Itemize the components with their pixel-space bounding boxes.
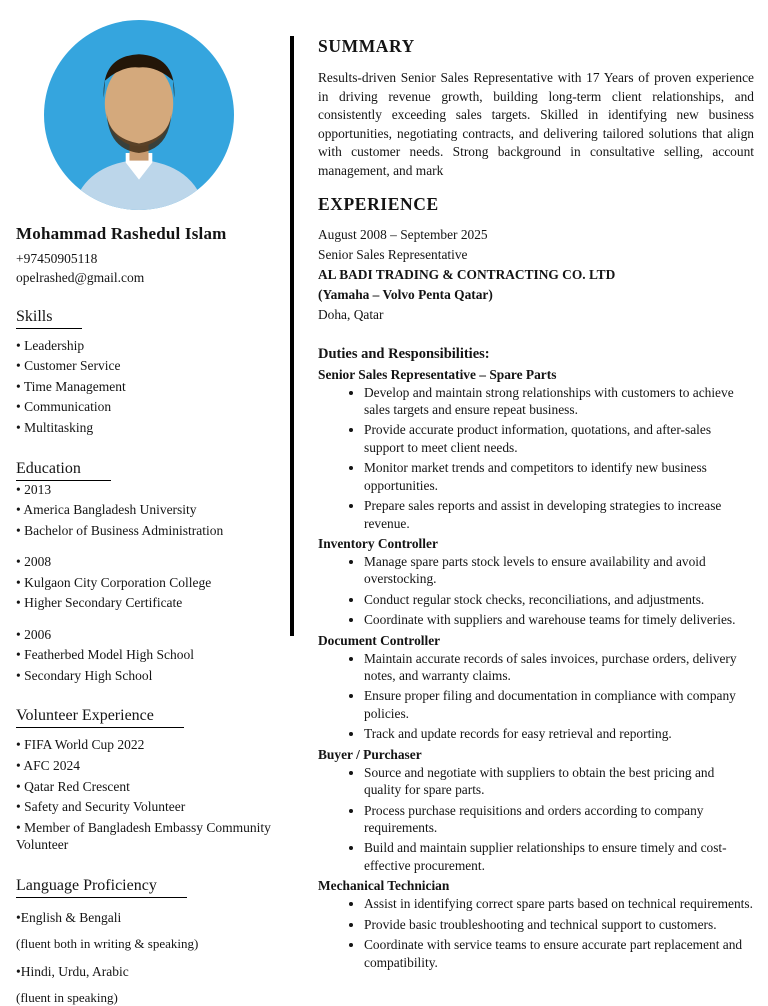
education-group-2008 bbox=[16, 553, 280, 612]
education-item: • Secondary High School bbox=[16, 667, 280, 685]
duty-section-title: Inventory Controller bbox=[318, 535, 438, 551]
experience-meta bbox=[318, 225, 754, 326]
duty-bullet: • Conduct regular stock checks, reconciliations, and adjustments. bbox=[364, 591, 754, 608]
education-item: • Kulgaon City Corporation College bbox=[16, 574, 280, 592]
education-item: • Higher Secondary Certificate bbox=[16, 594, 280, 612]
duty-bullet-list bbox=[318, 553, 754, 629]
education-item: • America Bangladesh University bbox=[16, 501, 280, 519]
education-item: • Featherbed Model High School bbox=[16, 646, 280, 664]
duty-section-mechanical bbox=[318, 878, 754, 971]
email-address: opelrashed@gmail.com bbox=[16, 269, 145, 285]
language-block bbox=[16, 910, 280, 1006]
summary-text: Results-driven Senior Sales Representative with 17 Years of proven experience in driving revenue growth, building long-term client relationships, and consistently exceeding sales targets. Skilled in identifying new business opportunities, negotiating contracts, and delivering tailored solutions that align with customer needs. Strong background in consultative selling, account management, and mark bbox=[318, 70, 754, 178]
volunteer-item: • Safety and Security Volunteer bbox=[16, 798, 280, 816]
duty-section-title: Mechanical Technician bbox=[318, 878, 450, 894]
duty-section-title: Buyer / Purchaser bbox=[318, 746, 422, 762]
duty-bullet: • Assist in identifying correct spare parts based on technical requirements. bbox=[364, 895, 754, 912]
duty-bullet: • Develop and maintain strong relationships with customers to achieve sales targets and ensure repeat business. bbox=[364, 384, 754, 419]
duty-bullet-list bbox=[318, 384, 754, 532]
experience-dates: August 2008 – September 2025 bbox=[318, 227, 488, 242]
volunteer-item: • Qatar Red Crescent bbox=[16, 778, 280, 796]
main-content bbox=[294, 0, 768, 994]
duty-bullet: • Provide basic troubleshooting and technical support to customers. bbox=[364, 916, 754, 933]
experience-company-sub: (Yamaha – Volvo Penta Qatar) bbox=[318, 287, 493, 303]
volunteer-item: • AFC 2024 bbox=[16, 757, 280, 775]
duty-bullet-list bbox=[318, 650, 754, 743]
education-block bbox=[16, 481, 280, 685]
summary-heading: SUMMARY bbox=[318, 36, 415, 56]
language-note: (fluent in speaking) bbox=[16, 989, 118, 1005]
education-group-2013 bbox=[16, 481, 280, 540]
skill-item: • Multitasking bbox=[16, 419, 280, 437]
duty-section-document bbox=[318, 633, 754, 743]
duty-bullet: • Maintain accurate records of sales invoices, purchase orders, delivery notes, and warranty claims. bbox=[364, 650, 754, 685]
skill-item: • Time Management bbox=[16, 378, 280, 396]
language-note: (fluent both in writing & speaking) bbox=[16, 935, 199, 951]
duty-bullet: • Provide accurate product information, quotations, and after-sales support to meet client needs. bbox=[364, 421, 754, 456]
experience-location: Doha, Qatar bbox=[318, 307, 384, 323]
education-item: • Bachelor of Business Administration bbox=[16, 522, 280, 540]
volunteer-list bbox=[16, 736, 280, 853]
duty-bullet: • Source and negotiate with suppliers to obtain the best pricing and quality for spare parts. bbox=[364, 764, 754, 799]
skill-item: • Communication bbox=[16, 398, 280, 416]
duty-bullet: • Manage spare parts stock levels to ensure availability and avoid overstocking. bbox=[364, 553, 754, 588]
contact-block bbox=[16, 250, 280, 288]
language-entry: • Hindi, Urdu, Arabic bbox=[16, 964, 280, 980]
duty-bullet-list bbox=[318, 764, 754, 875]
volunteer-item: • Member of Bangladesh Embassy Community Volunteer bbox=[16, 819, 280, 854]
experience-job-title: Senior Sales Representative bbox=[318, 247, 468, 263]
sidebar bbox=[0, 0, 290, 1005]
duty-bullet: • Ensure proper filing and documentation in compliance with company policies. bbox=[364, 687, 754, 722]
duty-bullet: • Coordinate with service teams to ensure accurate part replacement and compatibility. bbox=[364, 936, 754, 971]
duty-bullet: • Prepare sales reports and assist in developing strategies to increase revenue. bbox=[364, 497, 754, 532]
education-item: • 2006 bbox=[16, 626, 280, 644]
duty-bullet: • Coordinate with suppliers and warehouse teams for timely deliveries. bbox=[364, 611, 754, 628]
experience-company: AL BADI TRADING & CONTRACTING CO. LTD bbox=[318, 267, 616, 283]
volunteer-item: • FIFA World Cup 2022 bbox=[16, 736, 280, 754]
duty-bullet: • Track and update records for easy retrieval and reporting. bbox=[364, 725, 754, 742]
education-group-2006 bbox=[16, 626, 280, 685]
language-heading: Language Proficiency bbox=[16, 877, 187, 898]
duty-section-buyer bbox=[318, 747, 754, 875]
duties-heading: Duties and Responsibilities: bbox=[318, 345, 490, 362]
duty-section-inventory bbox=[318, 536, 754, 629]
profile-photo-icon bbox=[44, 20, 234, 210]
person-name: Mohammad Rashedul Islam bbox=[16, 224, 227, 243]
phone-number: +97450905118 bbox=[16, 251, 98, 266]
education-item: • 2013 bbox=[16, 481, 280, 499]
skill-item: • Customer Service bbox=[16, 357, 280, 375]
duty-bullet: • Monitor market trends and competitors to identify new business opportunities. bbox=[364, 459, 754, 494]
avatar bbox=[44, 20, 234, 210]
language-entry: • English & Bengali bbox=[16, 910, 280, 926]
duty-section-title: Document Controller bbox=[318, 632, 441, 648]
duty-section-sales bbox=[318, 367, 754, 532]
duty-section-title: Senior Sales Representative – Spare Parts bbox=[318, 366, 557, 382]
skills-heading: Skills bbox=[16, 308, 82, 329]
education-heading: Education bbox=[16, 460, 111, 481]
skills-list bbox=[16, 337, 280, 437]
skill-item: • Leadership bbox=[16, 337, 280, 355]
duty-bullet: • Build and maintain supplier relationships to ensure timely and cost-effective procurement. bbox=[364, 839, 754, 874]
duty-bullet: • Process purchase requisitions and orders according to company requirements. bbox=[364, 802, 754, 837]
education-item: • 2008 bbox=[16, 553, 280, 571]
volunteer-heading: Volunteer Experience bbox=[16, 707, 184, 728]
duty-bullet-list bbox=[318, 895, 754, 971]
experience-heading: EXPERIENCE bbox=[318, 194, 439, 214]
